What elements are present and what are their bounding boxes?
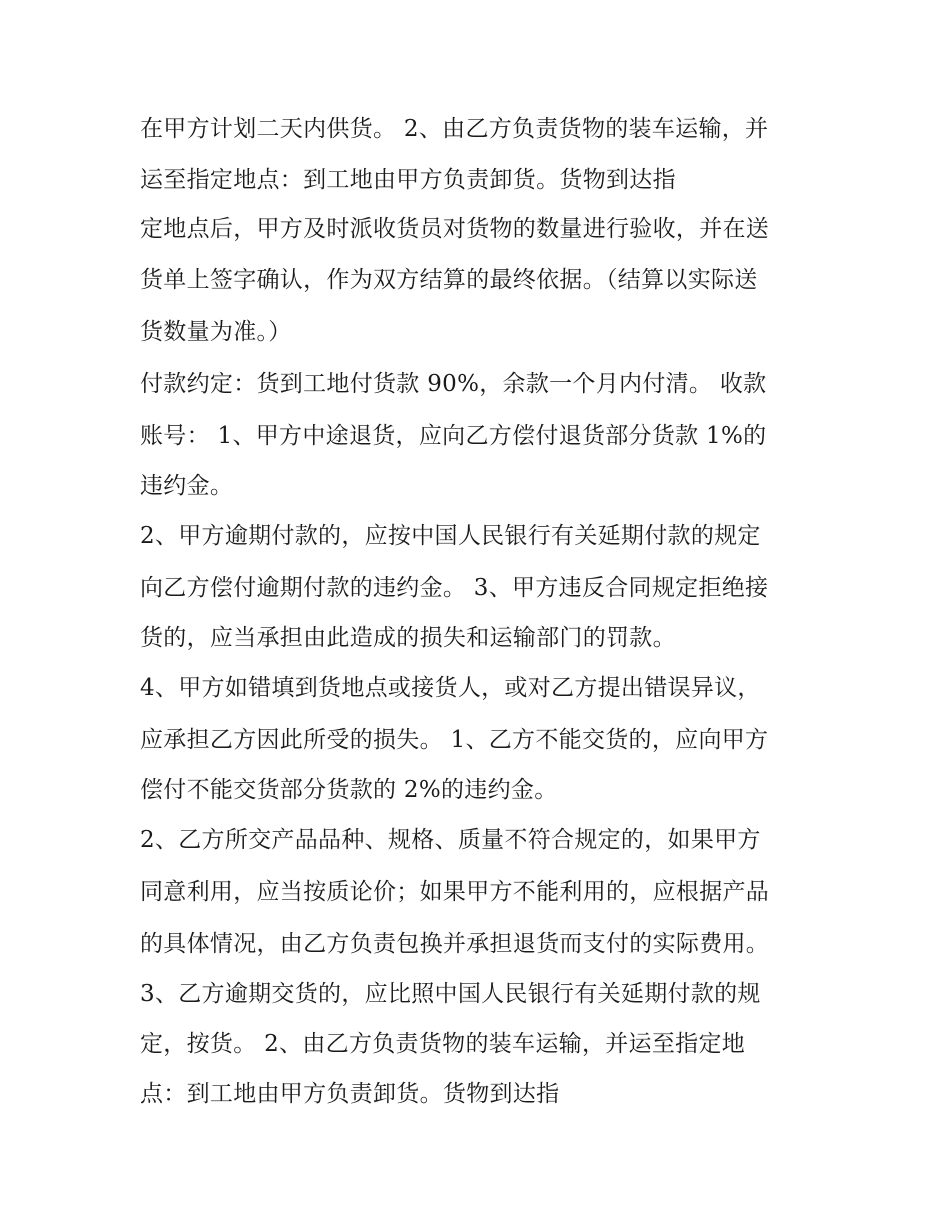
text-line: 应承担乙方因此所受的损失。 1、乙方不能交货的，应向甲方 <box>140 727 769 753</box>
text-line: 2、甲方逾期付款的，应按中国人民银行有关延期付款的规定 <box>140 523 761 549</box>
text-line: 运至指定地点：到工地由甲方负责卸货。货物到达指 <box>140 167 676 193</box>
text-line: 向乙方偿付逾期付款的违约金。 3、甲方违反合同规定拒绝接 <box>140 575 769 601</box>
text-line: 定，按货。 2、由乙方负责货物的装车运输，并运至指定地 <box>140 1031 746 1057</box>
text-line: 3、乙方逾期交货的，应比照中国人民银行有关延期付款的规 <box>140 981 761 1007</box>
text-line: 偿付不能交货部分货款的 2%的违约金。 <box>140 777 558 803</box>
text-line: 2、乙方所交产品品种、规格、质量不符合规定的，如果甲方 <box>140 827 761 853</box>
text-line: 货数量为准。） <box>140 319 292 345</box>
text-line: 违约金。 <box>140 473 234 499</box>
text-line: 点：到工地由甲方负责卸货。货物到达指 <box>140 1081 560 1107</box>
text-line: 账号： 1、甲方中途退货，应向乙方偿付退货部分货款 1%的 <box>140 423 767 449</box>
text-line: 定地点后，甲方及时派收货员对货物的数量进行验收，并在送 <box>140 216 770 242</box>
text-line: 在甲方计划二天内供货。 2、由乙方负责货物的装车运输，并 <box>140 116 769 142</box>
text-line: 4、甲方如错填到货地点或接货人，或对乙方提出错误异议， <box>140 675 761 701</box>
text-line: 的具体情况，由乙方负责包换并承担退货而支付的实际费用。 <box>140 931 770 957</box>
text-line: 货的，应当承担由此造成的损失和运输部门的罚款。 <box>140 625 676 651</box>
text-line: 付款约定：货到工地付货款 90%，余款一个月内付清。 收款 <box>140 371 767 397</box>
text-line: 同意利用，应当按质论价；如果甲方不能利用的，应根据产品 <box>140 879 770 905</box>
text-line: 货单上签字确认，作为双方结算的最终依据。（结算以实际送 <box>140 267 758 293</box>
